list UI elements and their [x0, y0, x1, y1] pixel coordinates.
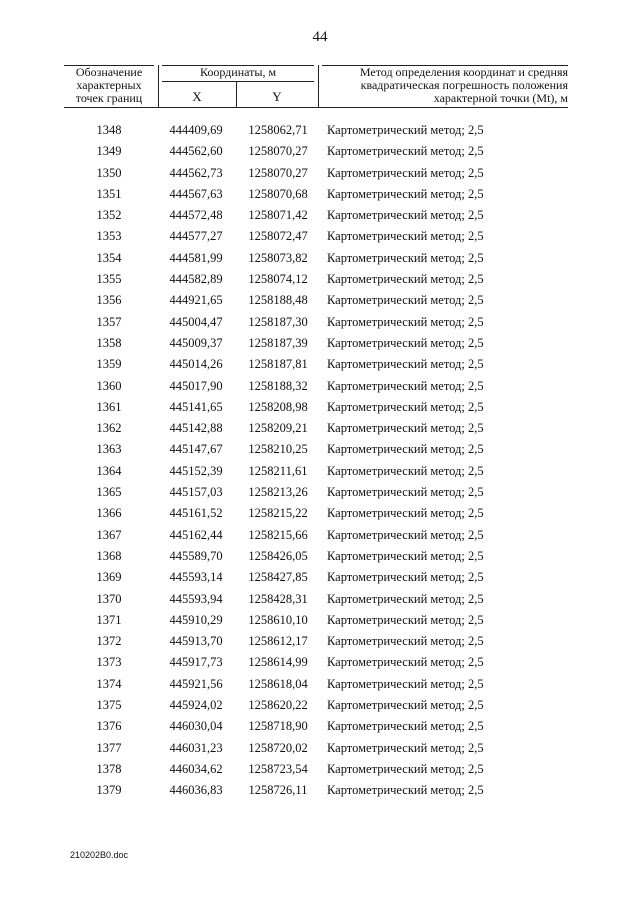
table-row — [0, 653, 640, 674]
point-id: 1350 — [96, 165, 122, 180]
method-cell: Картометрический метод; 2,5 — [327, 548, 484, 563]
point-id: 1366 — [96, 506, 122, 521]
y-coordinate: 1258427,85 — [248, 570, 308, 585]
table-row — [0, 164, 640, 185]
table-row — [0, 227, 640, 248]
point-id: 1368 — [96, 548, 122, 563]
point-id: 1378 — [96, 761, 122, 776]
point-id: 1361 — [96, 399, 122, 414]
header-text-line: характерной точки (Mt), м — [433, 91, 568, 105]
table-row — [0, 121, 640, 142]
x-coordinate: 445009,37 — [169, 335, 223, 350]
point-id: 1372 — [96, 634, 122, 649]
point-id: 1353 — [96, 229, 122, 244]
method-cell: Картометрический метод; 2,5 — [327, 719, 484, 734]
document-filename: 210202B0.doc — [70, 850, 129, 860]
method-cell: Картометрический метод; 2,5 — [327, 378, 484, 393]
method-cell: Картометрический метод; 2,5 — [327, 698, 484, 713]
x-coordinate: 445162,44 — [169, 527, 223, 542]
table-row — [0, 696, 640, 717]
point-id: 1357 — [96, 314, 122, 329]
x-coordinate: 445910,29 — [169, 612, 223, 627]
point-id: 1377 — [96, 740, 122, 755]
y-coordinate: 1258187,39 — [248, 335, 308, 350]
x-coordinate: 445913,70 — [169, 634, 223, 649]
x-coordinate: 445593,14 — [169, 570, 223, 585]
x-coordinate: 444572,48 — [169, 208, 223, 223]
point-id: 1367 — [96, 527, 122, 542]
x-coordinate: 445589,70 — [169, 548, 223, 563]
table-row — [0, 270, 640, 291]
header-text-line: характерных — [76, 78, 142, 92]
x-coordinate: 445924,02 — [169, 698, 223, 713]
x-coordinate: 444582,89 — [169, 272, 223, 287]
y-coordinate: 1258210,25 — [248, 442, 308, 457]
header-text-line: Обозначение — [75, 65, 143, 79]
table-row — [0, 185, 640, 206]
x-coordinate: 445004,47 — [169, 314, 223, 329]
x-coordinate: 444562,73 — [169, 165, 223, 180]
point-id: 1360 — [96, 378, 122, 393]
point-id: 1352 — [96, 208, 122, 223]
table-row — [0, 781, 640, 802]
y-coordinate: 1258726,11 — [248, 783, 308, 798]
method-cell: Картометрический метод; 2,5 — [327, 314, 484, 329]
x-coordinate: 445157,03 — [169, 485, 223, 500]
point-id: 1370 — [96, 591, 122, 606]
point-id: 1373 — [96, 655, 122, 670]
point-id: 1364 — [96, 463, 122, 478]
x-coordinate: 444567,63 — [169, 186, 223, 201]
header-text-line: точек границ — [75, 91, 143, 105]
x-coordinate: 444562,60 — [169, 144, 223, 159]
x-coordinate: 445147,67 — [169, 442, 223, 457]
method-cell: Картометрический метод; 2,5 — [327, 761, 484, 776]
point-id: 1359 — [96, 357, 122, 372]
method-cell: Картометрический метод; 2,5 — [327, 208, 484, 223]
table-row — [0, 504, 640, 525]
method-cell: Картометрический метод; 2,5 — [327, 335, 484, 350]
coords-subheader-rule — [162, 81, 314, 82]
y-coordinate: 1258188,48 — [248, 293, 308, 308]
table-row — [0, 355, 640, 376]
y-coordinate: 1258612,17 — [248, 634, 308, 649]
x-coordinate: 445017,90 — [169, 378, 223, 393]
method-cell: Картометрический метод; 2,5 — [327, 676, 484, 691]
point-id: 1379 — [96, 783, 122, 798]
method-cell: Картометрический метод; 2,5 — [327, 740, 484, 755]
x-coordinate: 446036,83 — [169, 783, 223, 798]
method-cell: Картометрический метод; 2,5 — [327, 527, 484, 542]
point-id: 1369 — [96, 570, 122, 585]
y-coordinate: 1258215,22 — [248, 506, 308, 521]
point-id: 1375 — [96, 698, 122, 713]
table-row — [0, 547, 640, 568]
method-cell: Картометрический метод; 2,5 — [327, 463, 484, 478]
point-id: 1362 — [96, 421, 122, 436]
method-cell: Картометрический метод; 2,5 — [327, 123, 484, 137]
x-coordinate: 445593,94 — [169, 591, 223, 606]
x-coordinate: 444577,27 — [169, 229, 223, 244]
column-divider — [236, 81, 237, 107]
column-divider — [158, 65, 159, 107]
x-coordinate: 446034,62 — [169, 761, 223, 776]
point-id: 1356 — [96, 293, 122, 308]
x-coordinate: 446031,23 — [169, 740, 223, 755]
method-cell: Картометрический метод; 2,5 — [327, 506, 484, 521]
header-method — [316, 66, 568, 105]
method-cell: Картометрический метод; 2,5 — [327, 357, 484, 372]
table-row — [0, 590, 640, 611]
method-cell: Картометрический метод; 2,5 — [327, 634, 484, 649]
method-cell: Картометрический метод; 2,5 — [327, 229, 484, 244]
table-row — [0, 377, 640, 398]
table-row — [0, 739, 640, 760]
point-id: 1374 — [96, 676, 122, 691]
page-number: 44 — [312, 29, 328, 45]
table-row — [0, 313, 640, 334]
y-coordinate: 1258062,71 — [248, 123, 308, 137]
header-bottom-rule — [64, 107, 568, 108]
y-coordinate: 1258187,30 — [248, 314, 308, 329]
y-coordinate: 1258426,05 — [248, 548, 308, 563]
x-coordinate: 445161,52 — [169, 506, 223, 521]
y-coordinate: 1258208,98 — [248, 399, 308, 414]
method-cell: Картометрический метод; 2,5 — [327, 186, 484, 201]
y-coordinate: 1258070,27 — [248, 144, 308, 159]
method-cell: Картометрический метод; 2,5 — [327, 612, 484, 627]
point-id: 1358 — [96, 335, 122, 350]
y-coordinate: 1258720,02 — [248, 740, 308, 755]
point-id: 1349 — [96, 144, 122, 159]
table-row — [0, 632, 640, 653]
method-cell: Картометрический метод; 2,5 — [327, 421, 484, 436]
x-coordinate: 446030,04 — [169, 719, 223, 734]
y-coordinate: 1258188,32 — [248, 378, 308, 393]
table-row — [0, 568, 640, 589]
table-row — [0, 334, 640, 355]
point-id: 1348 — [96, 123, 122, 137]
table-row — [0, 419, 640, 440]
y-coordinate: 1258215,66 — [248, 527, 308, 542]
table-row — [0, 611, 640, 632]
header-x: X — [192, 89, 202, 104]
y-coordinate: 1258718,90 — [248, 719, 308, 734]
table-row — [0, 526, 640, 547]
table-row — [0, 142, 640, 163]
header-y: Y — [272, 89, 282, 104]
table-row — [0, 440, 640, 461]
point-id: 1354 — [96, 250, 122, 265]
method-cell: Картометрический метод; 2,5 — [327, 655, 484, 670]
table-row — [0, 291, 640, 312]
y-coordinate: 1258070,27 — [248, 165, 308, 180]
y-coordinate: 1258620,22 — [248, 698, 308, 713]
x-coordinate: 445014,26 — [169, 357, 223, 372]
method-cell: Картометрический метод; 2,5 — [327, 570, 484, 585]
header-text-line: Метод определения координат и средняя — [359, 65, 568, 79]
point-id: 1363 — [96, 442, 122, 457]
x-coordinate: 445917,73 — [169, 655, 223, 670]
y-coordinate: 1258213,26 — [248, 485, 308, 500]
y-coordinate: 1258071,42 — [248, 208, 308, 223]
header-text-line: квадратическая погрешность положения — [360, 78, 568, 92]
method-cell: Картометрический метод; 2,5 — [327, 250, 484, 265]
method-cell: Картометрический метод; 2,5 — [327, 485, 484, 500]
method-cell: Картометрический метод; 2,5 — [327, 783, 484, 798]
table-row — [0, 249, 640, 270]
table-row — [0, 675, 640, 696]
x-coordinate: 445142,88 — [169, 421, 223, 436]
point-id: 1351 — [96, 186, 122, 201]
header-point-designation — [64, 66, 154, 105]
y-coordinate: 1258073,82 — [248, 250, 308, 265]
table-row — [0, 717, 640, 738]
x-coordinate: 445921,56 — [169, 676, 223, 691]
y-coordinate: 1258072,47 — [248, 229, 308, 244]
header-coordinates: Координаты, м — [199, 65, 277, 79]
y-coordinate: 1258723,54 — [248, 761, 308, 776]
y-coordinate: 1258428,31 — [248, 591, 308, 606]
y-coordinate: 1258614,99 — [248, 655, 308, 670]
method-cell: Картометрический метод; 2,5 — [327, 399, 484, 414]
point-id: 1355 — [96, 272, 122, 287]
y-coordinate: 1258618,04 — [248, 676, 308, 691]
method-cell: Картометрический метод; 2,5 — [327, 144, 484, 159]
y-coordinate: 1258211,61 — [248, 463, 308, 478]
table-body — [0, 121, 640, 803]
table-row — [0, 483, 640, 504]
y-coordinate: 1258209,21 — [248, 421, 308, 436]
table-row — [0, 760, 640, 781]
x-coordinate: 444921,65 — [169, 293, 223, 308]
method-cell: Картометрический метод; 2,5 — [327, 293, 484, 308]
method-cell: Картометрический метод; 2,5 — [327, 442, 484, 457]
y-coordinate: 1258187,81 — [248, 357, 308, 372]
x-coordinate: 444581,99 — [169, 250, 223, 265]
method-cell: Картометрический метод; 2,5 — [327, 272, 484, 287]
x-coordinate: 444409,69 — [169, 123, 223, 137]
y-coordinate: 1258070,68 — [248, 186, 308, 201]
point-id: 1376 — [96, 719, 122, 734]
table-row — [0, 398, 640, 419]
table-row — [0, 462, 640, 483]
point-id: 1365 — [96, 485, 122, 500]
y-coordinate: 1258610,10 — [248, 612, 308, 627]
method-cell: Картометрический метод; 2,5 — [327, 591, 484, 606]
y-coordinate: 1258074,12 — [248, 272, 308, 287]
x-coordinate: 445141,65 — [169, 399, 223, 414]
method-cell: Картометрический метод; 2,5 — [327, 165, 484, 180]
table-row — [0, 206, 640, 227]
point-id: 1371 — [96, 612, 122, 627]
x-coordinate: 445152,39 — [169, 463, 223, 478]
